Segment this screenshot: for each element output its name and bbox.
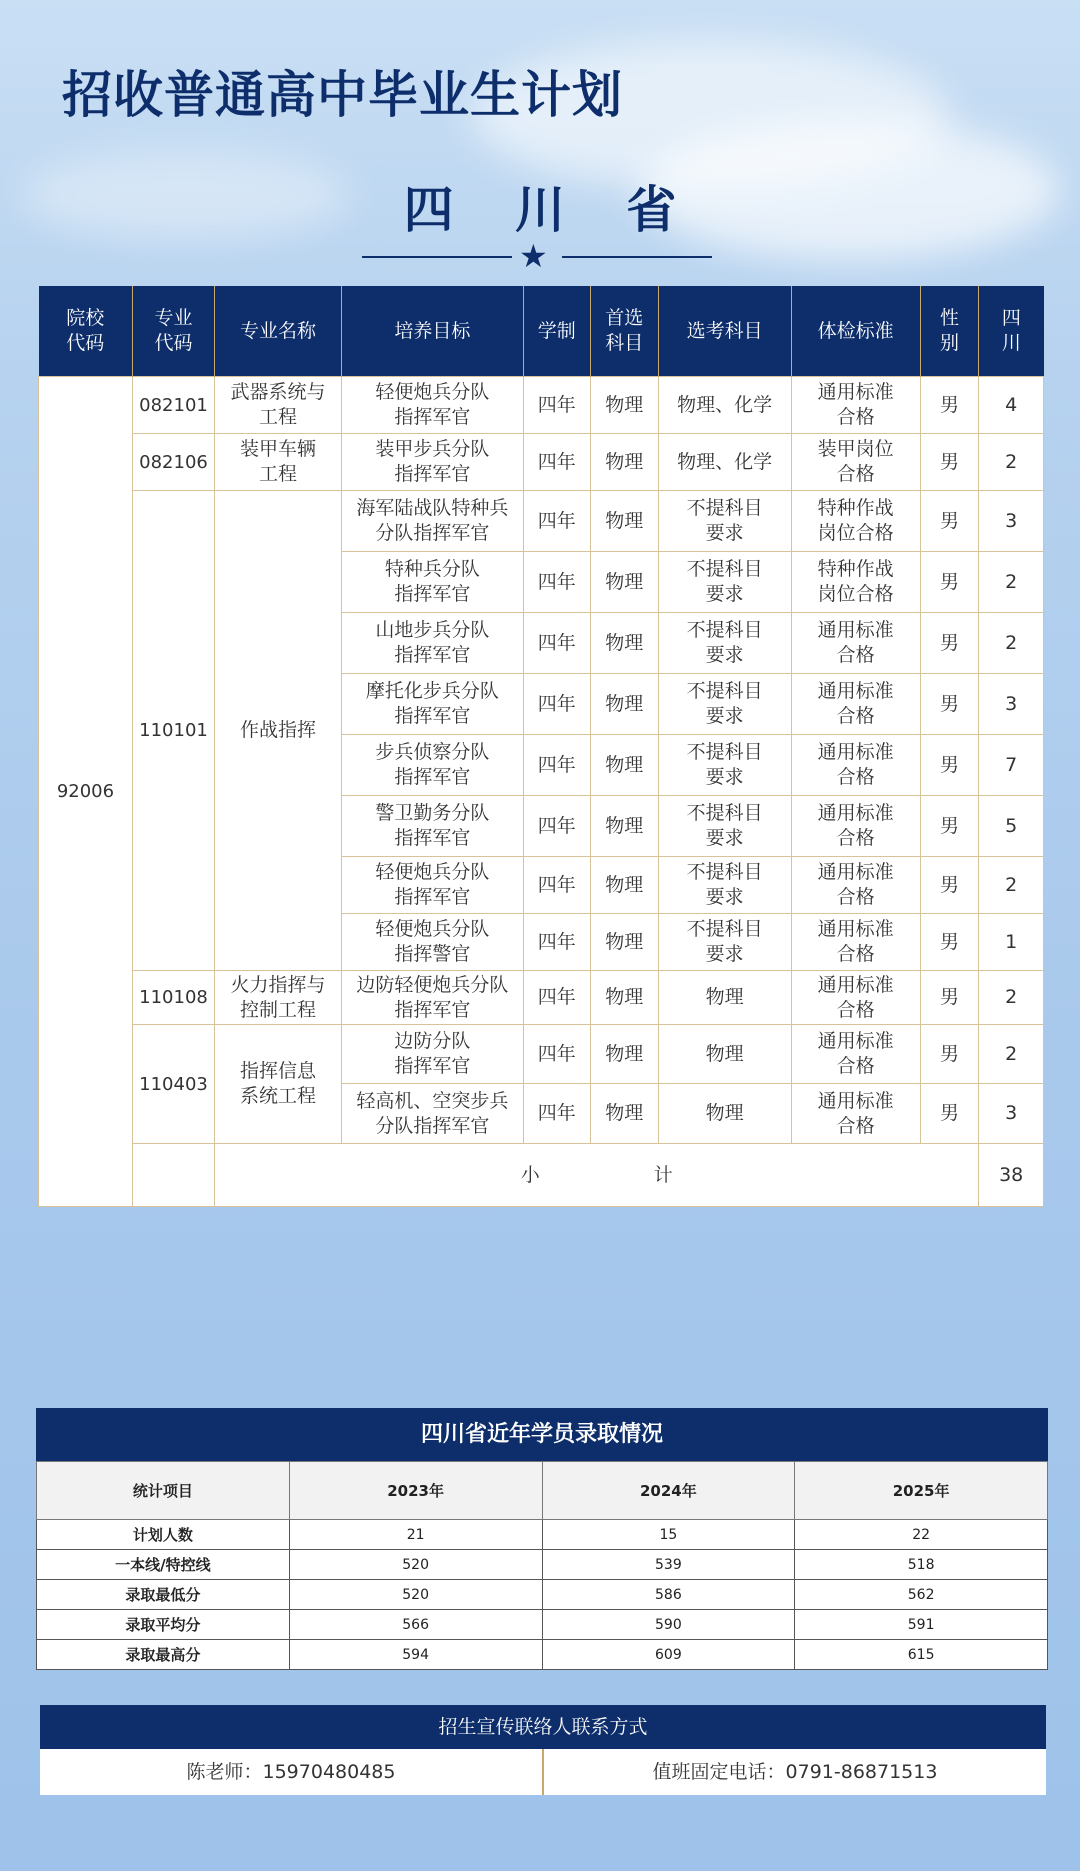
cell-line-2: 合格 (836, 998, 875, 1021)
cell-line-1: 通用标准 (817, 1089, 894, 1112)
cell-line-2: 合格 (836, 943, 875, 965)
cell-line-1: 特种兵分队 (384, 558, 480, 580)
cell-line-2: 系统工程 (239, 1085, 316, 1107)
cell-line-2: 指挥军官 (394, 705, 471, 727)
training-target-cell (341, 914, 523, 971)
first-subject-cell: 物理 (590, 914, 658, 971)
major-name-cell (215, 1025, 342, 1144)
cell-line-1: 指挥信息 (239, 1060, 316, 1082)
cell-line-1: 不提科目 (686, 497, 763, 519)
stat-value: 566 (289, 1610, 542, 1640)
cell-line-1: 通用标准 (817, 1030, 894, 1052)
major-name-cell (215, 377, 342, 434)
quota-cell: 2 (979, 1025, 1044, 1084)
column-header (590, 286, 658, 377)
quota-cell: 3 (979, 674, 1044, 735)
cell-line-1: 边防分队 (394, 1030, 471, 1052)
duration-cell: 四年 (523, 434, 590, 491)
cell-line-2: 指挥军官 (394, 406, 471, 428)
cell-line-2: 合格 (836, 463, 875, 485)
cell-line-1: 物理、化学 (677, 393, 773, 416)
cell-line-1: 山地步兵分队 (375, 619, 490, 641)
stat-value: 591 (795, 1610, 1048, 1640)
quota-cell: 4 (979, 377, 1044, 434)
cell-line-2: 合格 (836, 766, 875, 788)
stat-value: 15 (542, 1520, 795, 1550)
medical-standard-cell (791, 971, 920, 1025)
school-code-cell: 92006 (39, 377, 133, 1207)
cell-line-1: 不提科目 (686, 802, 763, 824)
cell-line-2: 工程 (258, 406, 297, 428)
first-subject-cell: 物理 (590, 377, 658, 434)
cell-line-2: 指挥军官 (394, 827, 471, 849)
admission-stats-table (36, 1461, 1048, 1670)
header-line-2: 代码 (154, 332, 193, 354)
cell-line-1: 通用标准 (817, 381, 894, 403)
gender-cell: 男 (920, 971, 979, 1025)
cell-line-2: 指挥军官 (394, 463, 471, 485)
elective-subjects-cell (658, 552, 791, 613)
elective-subjects-cell (658, 434, 791, 491)
cell-line-2: 指挥军官 (394, 766, 471, 788)
cell-line-2: 要求 (705, 766, 744, 788)
first-subject-cell: 物理 (590, 1025, 658, 1084)
cell-line-1: 轻便炮兵分队 (375, 381, 490, 403)
training-target-cell (341, 674, 523, 735)
cell-line-1: 通用标准 (817, 973, 894, 996)
stat-value: 539 (542, 1550, 795, 1580)
medical-standard-cell (791, 735, 920, 796)
subtotal-label: 小 计 (215, 1144, 979, 1207)
duration-cell: 四年 (523, 735, 590, 796)
first-subject-cell: 物理 (590, 971, 658, 1025)
major-name-cell (215, 434, 342, 491)
cell-line-2: 工程 (258, 463, 297, 485)
cell-line-2: 合格 (836, 886, 875, 908)
first-subject-cell: 物理 (590, 552, 658, 613)
cell-line-1: 轻便炮兵分队 (375, 918, 490, 940)
cell-line-2: 指挥军官 (394, 998, 471, 1021)
duration-cell: 四年 (523, 971, 590, 1025)
cell-line-2: 合格 (836, 827, 875, 849)
cell-line-2: 合格 (836, 644, 875, 666)
cell-line-2: 岗位合格 (817, 583, 894, 605)
cell-line-1: 轻便炮兵分队 (375, 861, 490, 883)
table-row (39, 377, 1044, 434)
cell-line-1: 特种作战 (817, 497, 894, 519)
cell-line-1: 步兵侦察分队 (375, 741, 490, 763)
major-code-cell: 082101 (132, 377, 214, 434)
stat-value: 586 (542, 1580, 795, 1610)
elective-subjects-cell (658, 857, 791, 914)
stat-label: 一本线/特控线 (37, 1550, 290, 1580)
training-target-cell (341, 491, 523, 552)
elective-subjects-cell (658, 491, 791, 552)
admission-row (37, 1550, 1048, 1580)
medical-standard-cell (791, 613, 920, 674)
elective-subjects-cell (658, 1084, 791, 1144)
cell-line-2: 指挥军官 (394, 1055, 471, 1077)
duration-cell: 四年 (523, 552, 590, 613)
cell-line-1: 不提科目 (686, 680, 763, 702)
column-header (658, 286, 791, 377)
medical-standard-cell (791, 377, 920, 434)
cell-line-2: 指挥军官 (394, 644, 471, 666)
stat-value: 609 (542, 1640, 795, 1670)
cell-line-2: 岗位合格 (817, 522, 894, 544)
medical-standard-cell (791, 552, 920, 613)
header-line-2: 川 (1001, 332, 1021, 354)
major-name-cell (215, 491, 342, 971)
cell-line-2: 要求 (705, 644, 744, 666)
column-header (132, 286, 214, 377)
cell-line-1: 通用标准 (817, 619, 894, 641)
table-row (39, 971, 1044, 1025)
cell-line-1: 武器系统与 (230, 381, 326, 403)
cell-line-1: 海军陆战队特种兵 (356, 497, 509, 519)
cell-line-1: 不提科目 (686, 918, 763, 940)
duration-cell: 四年 (523, 674, 590, 735)
cell-line-1: 作战指挥 (239, 719, 316, 741)
medical-standard-cell (791, 796, 920, 857)
gender-cell: 男 (920, 857, 979, 914)
cell-line-2: 指挥军官 (394, 583, 471, 605)
cell-line-2: 分队指挥军官 (375, 522, 490, 544)
admission-row (37, 1580, 1048, 1610)
training-target-cell (341, 735, 523, 796)
star-icon: ★ (519, 237, 548, 275)
column-header (215, 286, 342, 377)
cell-line-2: 控制工程 (239, 998, 316, 1021)
cell-line-2: 要求 (705, 827, 744, 849)
cell-line-2: 要求 (705, 522, 744, 544)
admission-table-title: 四川省近年学员录取情况 (36, 1408, 1048, 1461)
training-target-cell (341, 613, 523, 674)
cell-line-1: 特种作战 (817, 558, 894, 580)
duration-cell: 四年 (523, 613, 590, 674)
header-line-1: 专业名称 (239, 319, 316, 342)
cell-line-1: 装甲岗位 (817, 438, 894, 460)
cell-line-1: 通用标准 (817, 918, 894, 940)
quota-cell: 2 (979, 434, 1044, 491)
header-line-1: 选考科目 (686, 319, 763, 342)
training-target-cell (341, 552, 523, 613)
cell-line-1: 装甲车辆 (239, 438, 316, 460)
medical-standard-cell (791, 491, 920, 552)
cell-line-2: 要求 (705, 705, 744, 727)
cell-line-2: 分队指挥军官 (375, 1114, 490, 1137)
column-header (39, 286, 133, 377)
header-line-1: 培养目标 (394, 319, 471, 342)
duration-cell: 四年 (523, 491, 590, 552)
column-header (920, 286, 979, 377)
training-target-cell (341, 971, 523, 1025)
first-subject-cell: 物理 (590, 434, 658, 491)
divider-line (362, 256, 512, 258)
duty-phone: 值班固定电话：0791-86871513 (542, 1749, 1046, 1795)
stat-value: 562 (795, 1580, 1048, 1610)
quota-cell: 3 (979, 1084, 1044, 1144)
quota-cell: 3 (979, 491, 1044, 552)
stat-label: 录取平均分 (37, 1610, 290, 1640)
cell-line-1: 装甲步兵分队 (375, 438, 490, 460)
quota-cell: 2 (979, 971, 1044, 1025)
stat-value: 520 (289, 1580, 542, 1610)
cell-line-2: 指挥军官 (394, 886, 471, 908)
first-subject-cell: 物理 (590, 857, 658, 914)
header-line-1: 学制 (537, 319, 576, 342)
stat-label: 录取最低分 (37, 1580, 290, 1610)
header-line-1: 首选 (605, 307, 644, 329)
elective-subjects-cell (658, 674, 791, 735)
elective-subjects-cell (658, 971, 791, 1025)
first-subject-cell: 物理 (590, 1084, 658, 1144)
cell-line-1: 不提科目 (686, 861, 763, 883)
header-line-2: 别 (940, 332, 960, 354)
subtotal-blank-cell (132, 1144, 214, 1207)
stat-label: 录取最高分 (37, 1640, 290, 1670)
cell-line-1: 物理 (705, 1102, 744, 1124)
first-subject-cell: 物理 (590, 735, 658, 796)
header-line-1: 体检标准 (817, 319, 894, 342)
quota-cell: 2 (979, 552, 1044, 613)
stat-value: 590 (542, 1610, 795, 1640)
cell-line-1: 不提科目 (686, 619, 763, 641)
table-row (39, 1025, 1044, 1084)
cell-line-1: 轻高机、空突步兵 (356, 1089, 509, 1112)
subtotal-row (39, 1144, 1044, 1207)
training-target-cell (341, 377, 523, 434)
stat-value: 520 (289, 1550, 542, 1580)
gender-cell: 男 (920, 914, 979, 971)
cell-line-2: 合格 (836, 406, 875, 428)
cell-line-1: 边防轻便炮兵分队 (356, 973, 509, 996)
elective-subjects-cell (658, 914, 791, 971)
stat-value: 594 (289, 1640, 542, 1670)
contact-section-title: 招生宣传联络人联系方式 (40, 1705, 1046, 1749)
elective-subjects-cell (658, 796, 791, 857)
cell-line-1: 不提科目 (686, 558, 763, 580)
stat-value: 21 (289, 1520, 542, 1550)
gender-cell: 男 (920, 552, 979, 613)
admission-row (37, 1610, 1048, 1640)
contact-person: 陈老师：15970480485 (186, 1761, 396, 1783)
admission-column-header: 统计项目 (37, 1462, 290, 1520)
contact-info-row (40, 1749, 1046, 1795)
column-header (523, 286, 590, 377)
admission-column-header: 2023年 (289, 1462, 542, 1520)
cell-line-1: 通用标准 (817, 802, 894, 824)
quota-cell: 7 (979, 735, 1044, 796)
column-header (341, 286, 523, 377)
cell-line-1: 不提科目 (686, 741, 763, 763)
column-header (979, 286, 1044, 377)
quota-cell: 2 (979, 613, 1044, 674)
quota-cell: 1 (979, 914, 1044, 971)
cell-line-2: 合格 (836, 1114, 875, 1137)
gender-cell: 男 (920, 1084, 979, 1144)
first-subject-cell: 物理 (590, 491, 658, 552)
duration-cell: 四年 (523, 857, 590, 914)
cell-line-1: 通用标准 (817, 861, 894, 883)
duration-cell: 四年 (523, 796, 590, 857)
cell-line-1: 物理 (705, 986, 744, 1008)
stat-label: 计划人数 (37, 1520, 290, 1550)
duration-cell: 四年 (523, 1084, 590, 1144)
major-code-cell: 110108 (132, 971, 214, 1025)
gender-cell: 男 (920, 1025, 979, 1084)
cell-line-1: 警卫勤务分队 (375, 802, 490, 824)
elective-subjects-cell (658, 1025, 791, 1084)
gender-cell: 男 (920, 796, 979, 857)
table-row (39, 434, 1044, 491)
medical-standard-cell (791, 1084, 920, 1144)
elective-subjects-cell (658, 377, 791, 434)
admission-row (37, 1640, 1048, 1670)
enrollment-plan-table (38, 286, 1044, 1207)
gender-cell: 男 (920, 434, 979, 491)
elective-subjects-cell (658, 613, 791, 674)
training-target-cell (341, 1025, 523, 1084)
medical-standard-cell (791, 1025, 920, 1084)
cell-line-2: 指挥警官 (394, 943, 471, 965)
cell-line-1: 通用标准 (817, 741, 894, 763)
training-target-cell (341, 1084, 523, 1144)
cell-line-1: 火力指挥与 (230, 973, 326, 996)
elective-subjects-cell (658, 735, 791, 796)
header-line-1: 专业 (154, 307, 193, 329)
header-row (39, 286, 1044, 377)
cell-line-2: 合格 (836, 705, 875, 727)
province-title: 四 川 省 (403, 180, 699, 239)
cell-line-2: 要求 (705, 886, 744, 908)
gender-cell: 男 (920, 613, 979, 674)
cell-line-2: 合格 (836, 1055, 875, 1077)
subtotal-value: 38 (979, 1144, 1044, 1207)
cell-line-1: 通用标准 (817, 680, 894, 702)
gender-cell: 男 (920, 735, 979, 796)
first-subject-cell: 物理 (590, 674, 658, 735)
cell-line-2: 要求 (705, 943, 744, 965)
cell-line-1: 摩托化步兵分队 (365, 680, 499, 702)
quota-cell: 2 (979, 857, 1044, 914)
medical-standard-cell (791, 434, 920, 491)
cell-line-2: 要求 (705, 583, 744, 605)
header-line-2: 代码 (66, 332, 105, 354)
admission-column-header: 2025年 (795, 1462, 1048, 1520)
header-line-1: 性 (940, 307, 960, 329)
quota-cell: 5 (979, 796, 1044, 857)
admission-header-row (37, 1462, 1048, 1520)
stat-value: 518 (795, 1550, 1048, 1580)
stat-value: 22 (795, 1520, 1048, 1550)
table-row (39, 491, 1044, 552)
page-title: 招收普通高中毕业生计划 (62, 65, 623, 124)
first-subject-cell: 物理 (590, 613, 658, 674)
medical-standard-cell (791, 914, 920, 971)
duration-cell: 四年 (523, 914, 590, 971)
duration-cell: 四年 (523, 377, 590, 434)
header-line-2: 科目 (605, 332, 644, 354)
header-line-1: 院校 (66, 307, 105, 329)
admission-row (37, 1520, 1048, 1550)
gender-cell: 男 (920, 377, 979, 434)
first-subject-cell: 物理 (590, 796, 658, 857)
title-divider (362, 237, 712, 275)
cell-line-1: 物理 (705, 1042, 744, 1065)
training-target-cell (341, 434, 523, 491)
stat-value: 615 (795, 1640, 1048, 1670)
training-target-cell (341, 857, 523, 914)
medical-standard-cell (791, 857, 920, 914)
divider-line (562, 256, 712, 258)
header-line-1: 四 (1001, 307, 1021, 329)
admission-column-header: 2024年 (542, 1462, 795, 1520)
gender-cell: 男 (920, 491, 979, 552)
duration-cell: 四年 (523, 1025, 590, 1084)
major-code-cell: 110403 (132, 1025, 214, 1144)
major-code-cell: 082106 (132, 434, 214, 491)
training-target-cell (341, 796, 523, 857)
column-header (791, 286, 920, 377)
medical-standard-cell (791, 674, 920, 735)
cell-line-1: 物理、化学 (677, 450, 773, 473)
gender-cell: 男 (920, 674, 979, 735)
major-name-cell (215, 971, 342, 1025)
major-code-cell: 110101 (132, 491, 214, 971)
